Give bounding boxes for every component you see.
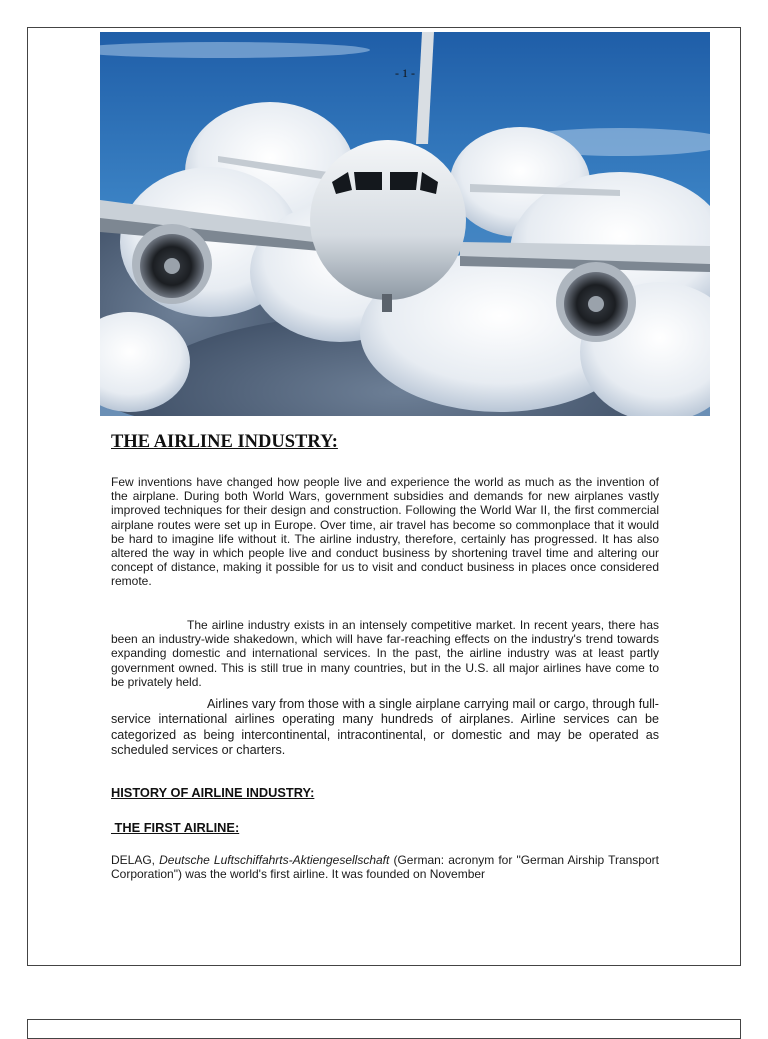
paragraph-airline-types: Airlines vary from those with a single airplane carrying mail or cargo, through full-service international airlines operating many hundreds of airplanes. Airline services can be categorized as being intercontinental, intracontinental, or domestic and may be operated as scheduled services or charters. <box>111 697 659 758</box>
next-page-edge <box>27 1019 741 1039</box>
document-page <box>27 27 741 966</box>
first-airline-heading: THE FIRST AIRLINE: <box>111 820 240 835</box>
airplane-photo <box>100 32 710 416</box>
history-heading: HISTORY OF AIRLINE INDUSTRY: <box>111 785 315 800</box>
delag-lead: DELAG, <box>111 853 160 867</box>
delag-rest: (German: acronym for "German Airship Transport Corporation") was the world's first airline. It was founded on November <box>111 853 659 882</box>
paragraph-intro: Few inventions have changed how people live and experience the world as much as the invention of the airplane. During both World Wars, government subsidies and demands for new airplanes vastly improved techniques for their design and construction. Following the World War II, the first commercial airplane routes were set up in Europe. Over time, air travel has become so commonplace that it would be hard to imagine life without it. The airline industry, therefore, certainly has progressed. It has also altered the way in which people live and conduct business by shortening travel time and altering our concept of distance, making it possible for us to visit and conduct business in places once considered remote. <box>111 475 659 589</box>
page-number: - 1 - <box>395 66 415 80</box>
document-title: THE AIRLINE INDUSTRY: <box>111 432 338 452</box>
airplane-in-clouds-image <box>100 32 710 416</box>
paragraph-delag <box>111 853 659 881</box>
delag-german-name: Deutsche Luftschiffahrts-Aktiengesellschaft <box>159 853 390 867</box>
paragraph-market: The airline industry exists in an intensely competitive market. In recent years, there has been an industry-wide shakedown, which will have far-reaching effects on the industry's trend towards expanding domestic and international services. In the past, the airline industry was at least partly government owned. This is still true in many countries, but in the U.S. all major airlines have come to be privately held. <box>111 618 659 689</box>
